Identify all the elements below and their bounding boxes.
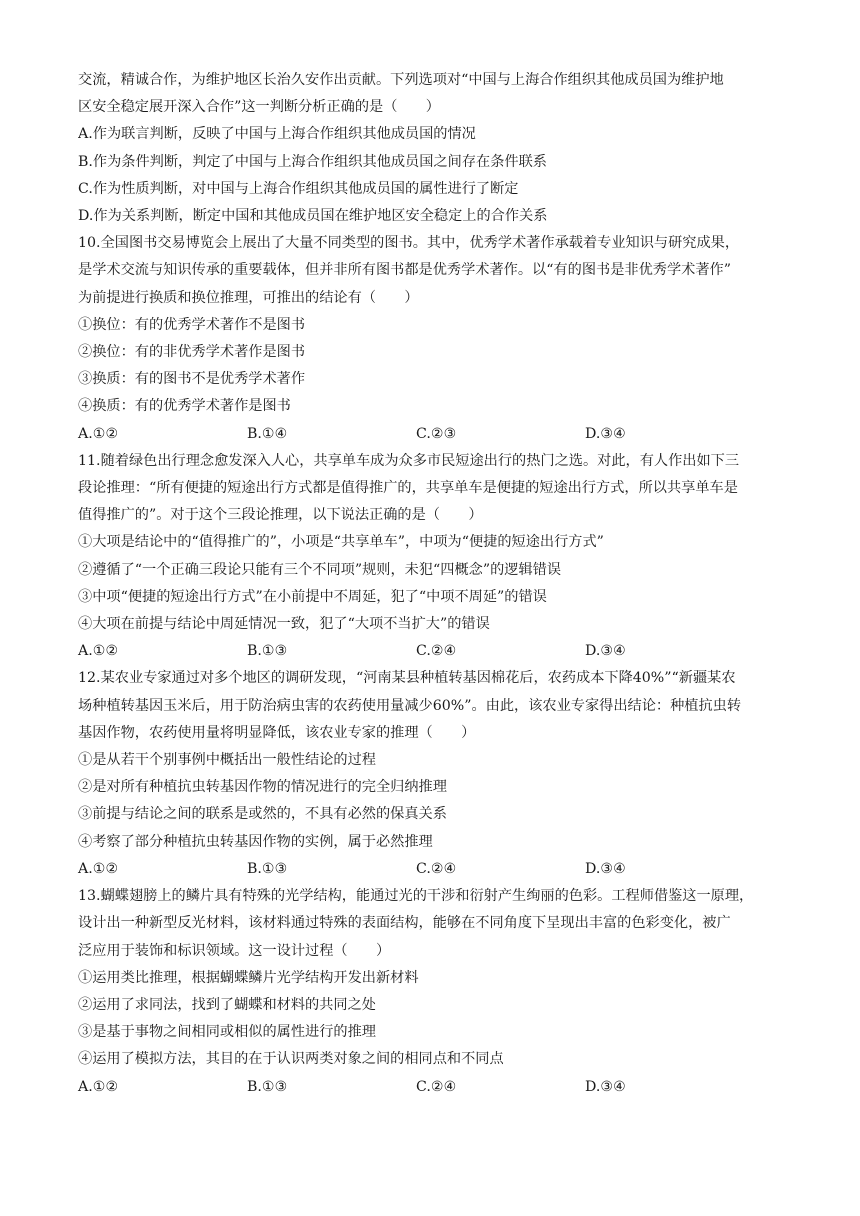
option-b: B.①④ (247, 425, 288, 442)
statement-item: ②遵循了“一个正确三段论只能有三个不同项”规则，未犯“四概念”的逻辑错误 (78, 561, 562, 578)
question-stem-line: 设计出一种新型反光材料，该材料通过特殊的表面结构，能够在不同角度下呈现出丰富的色彩变化，被广 (78, 915, 731, 932)
statement-item: ④运用了模拟方法，其目的在于认识两类对象之间的相同点和不同点 (78, 1051, 504, 1068)
answer-options-row (78, 1074, 782, 1101)
answer-options-row (78, 421, 782, 448)
question-stem-line: 值得推广的”。对于这个三段论推理，以下说法正确的是（ ） (78, 507, 483, 524)
option-d: D.③④ (585, 425, 626, 442)
answer-choice-d: D.作为关系判断，断定中国和其他成员国在维护地区安全稳定上的合作关系 (78, 208, 548, 225)
option-a: A.①② (78, 860, 119, 877)
question-stem-line: 区安全稳定展开深入合作”这一判断分析正确的是（ ） (78, 99, 440, 116)
question-9 (78, 67, 782, 230)
statement-item: ③前提与结论之间的联系是或然的，不具有必然的保真关系 (78, 806, 447, 823)
option-b: B.①③ (247, 860, 288, 877)
statement-item: ①换位：有的优秀学术著作不是图书 (78, 316, 306, 333)
statement-item: ②是对所有种植抗虫转基因作物的情况进行的完全归纳推理 (78, 779, 447, 796)
statement-item: ①是从若干个别事例中概括出一般性结论的过程 (78, 752, 376, 769)
answer-choice-b: B.作为条件判断，判定了中国与上海合作组织其他成员国之间存在条件联系 (78, 153, 547, 170)
statement-item: ①大项是结论中的“值得推广的”，小项是“共享单车”，中项为“便捷的短途出行方式” (78, 534, 604, 551)
question-13 (78, 883, 782, 1101)
answer-choice-c: C.作为性质判断，对中国与上海合作组织其他成员国的属性进行了断定 (78, 180, 519, 197)
statement-item: ②运用了求同法，找到了蝴蝶和材料的共同之处 (78, 996, 376, 1013)
answer-options-row (78, 638, 782, 665)
statement-item: ④大项在前提与结论中周延情况一致，犯了“大项不当扩大”的错误 (78, 616, 490, 633)
question-stem-line: 交流，精诚合作，为维护地区长治久安作出贡献。下列选项对“中国与上海合作组织其他成员国为维护地 (78, 72, 724, 88)
statement-item: ③中项“便捷的短途出行方式”在小前提中不周延，犯了“中项不周延”的错误 (78, 588, 547, 605)
answer-choice-a: A.作为联言判断，反映了中国与上海合作组织其他成员国的情况 (78, 126, 476, 143)
option-b: B.①③ (247, 643, 288, 660)
statement-item: ③是基于事物之间相同或相似的属性进行的推理 (78, 1024, 376, 1041)
question-12 (78, 665, 782, 883)
question-stem-line: 12.某农业专家通过对多个地区的调研发现，“河南某县种植转基因棉花后，农药成本下降40%”“新疆某农 (78, 670, 736, 687)
option-b: B.①③ (247, 1078, 288, 1095)
option-c: C.②④ (416, 1078, 457, 1095)
option-c: C.②③ (416, 425, 457, 442)
option-d: D.③④ (585, 1078, 626, 1095)
question-stem-line: 是学术交流与知识传承的重要载体，但并非所有图书都是优秀学术著作。以“有的图书是非优秀学术著作” (78, 262, 731, 279)
statement-item: ④换质：有的优秀学术著作是图书 (78, 398, 291, 415)
question-stem-line: 13.蝴蝶翅膀上的鳞片具有特殊的光学结构，能通过光的干涉和衍射产生绚丽的色彩。工程师借鉴这一原理， (78, 888, 754, 905)
option-d: D.③④ (585, 643, 626, 660)
question-stem-line: 10.全国图书交易博览会上展出了大量不同类型的图书。其中，优秀学术著作承载着专业知识与研究成果， (78, 235, 740, 252)
question-stem-line: 基因作物，农药使用量将明显降低，该农业专家的推理（ ） (78, 724, 476, 741)
question-stem-line: 段论推理：“所有便捷的短途出行方式都是值得推广的，共享单车是便捷的短途出行方式，所以共享单车是 (78, 480, 738, 497)
answer-options-row (78, 856, 782, 883)
question-stem-line: 为前提进行换质和换位推理，可推出的结论有（ ） (78, 289, 419, 306)
question-stem-line: 泛应用于装饰和标识领域。这一设计过程（ ） (78, 942, 391, 959)
statement-item: ①运用类比推理，根据蝴蝶鳞片光学结构开发出新材料 (78, 969, 419, 986)
option-c: C.②④ (416, 643, 457, 660)
option-a: A.①② (78, 1078, 119, 1095)
question-10 (78, 230, 782, 448)
option-a: A.①② (78, 643, 119, 660)
option-c: C.②④ (416, 860, 457, 877)
statement-item: ④考察了部分种植抗虫转基因作物的实例，属于必然推理 (78, 833, 433, 850)
option-d: D.③④ (585, 860, 626, 877)
question-11 (78, 448, 782, 666)
option-a: A.①② (78, 425, 119, 442)
question-stem-line: 场种植转基因玉米后，用于防治病虫害的农药使用量减少60%”。由此，该农业专家得出结论：种植抗虫转 (78, 697, 742, 714)
question-stem-line: 11.随着绿色出行理念愈发深入人心，共享单车成为众多市民短途出行的热门之选。对此，有人作出如下三 (78, 452, 740, 469)
statement-item: ②换位：有的非优秀学术著作是图书 (78, 344, 306, 361)
statement-item: ③换质：有的图书不是优秀学术著作 (78, 371, 306, 388)
exam-content (78, 67, 782, 1101)
